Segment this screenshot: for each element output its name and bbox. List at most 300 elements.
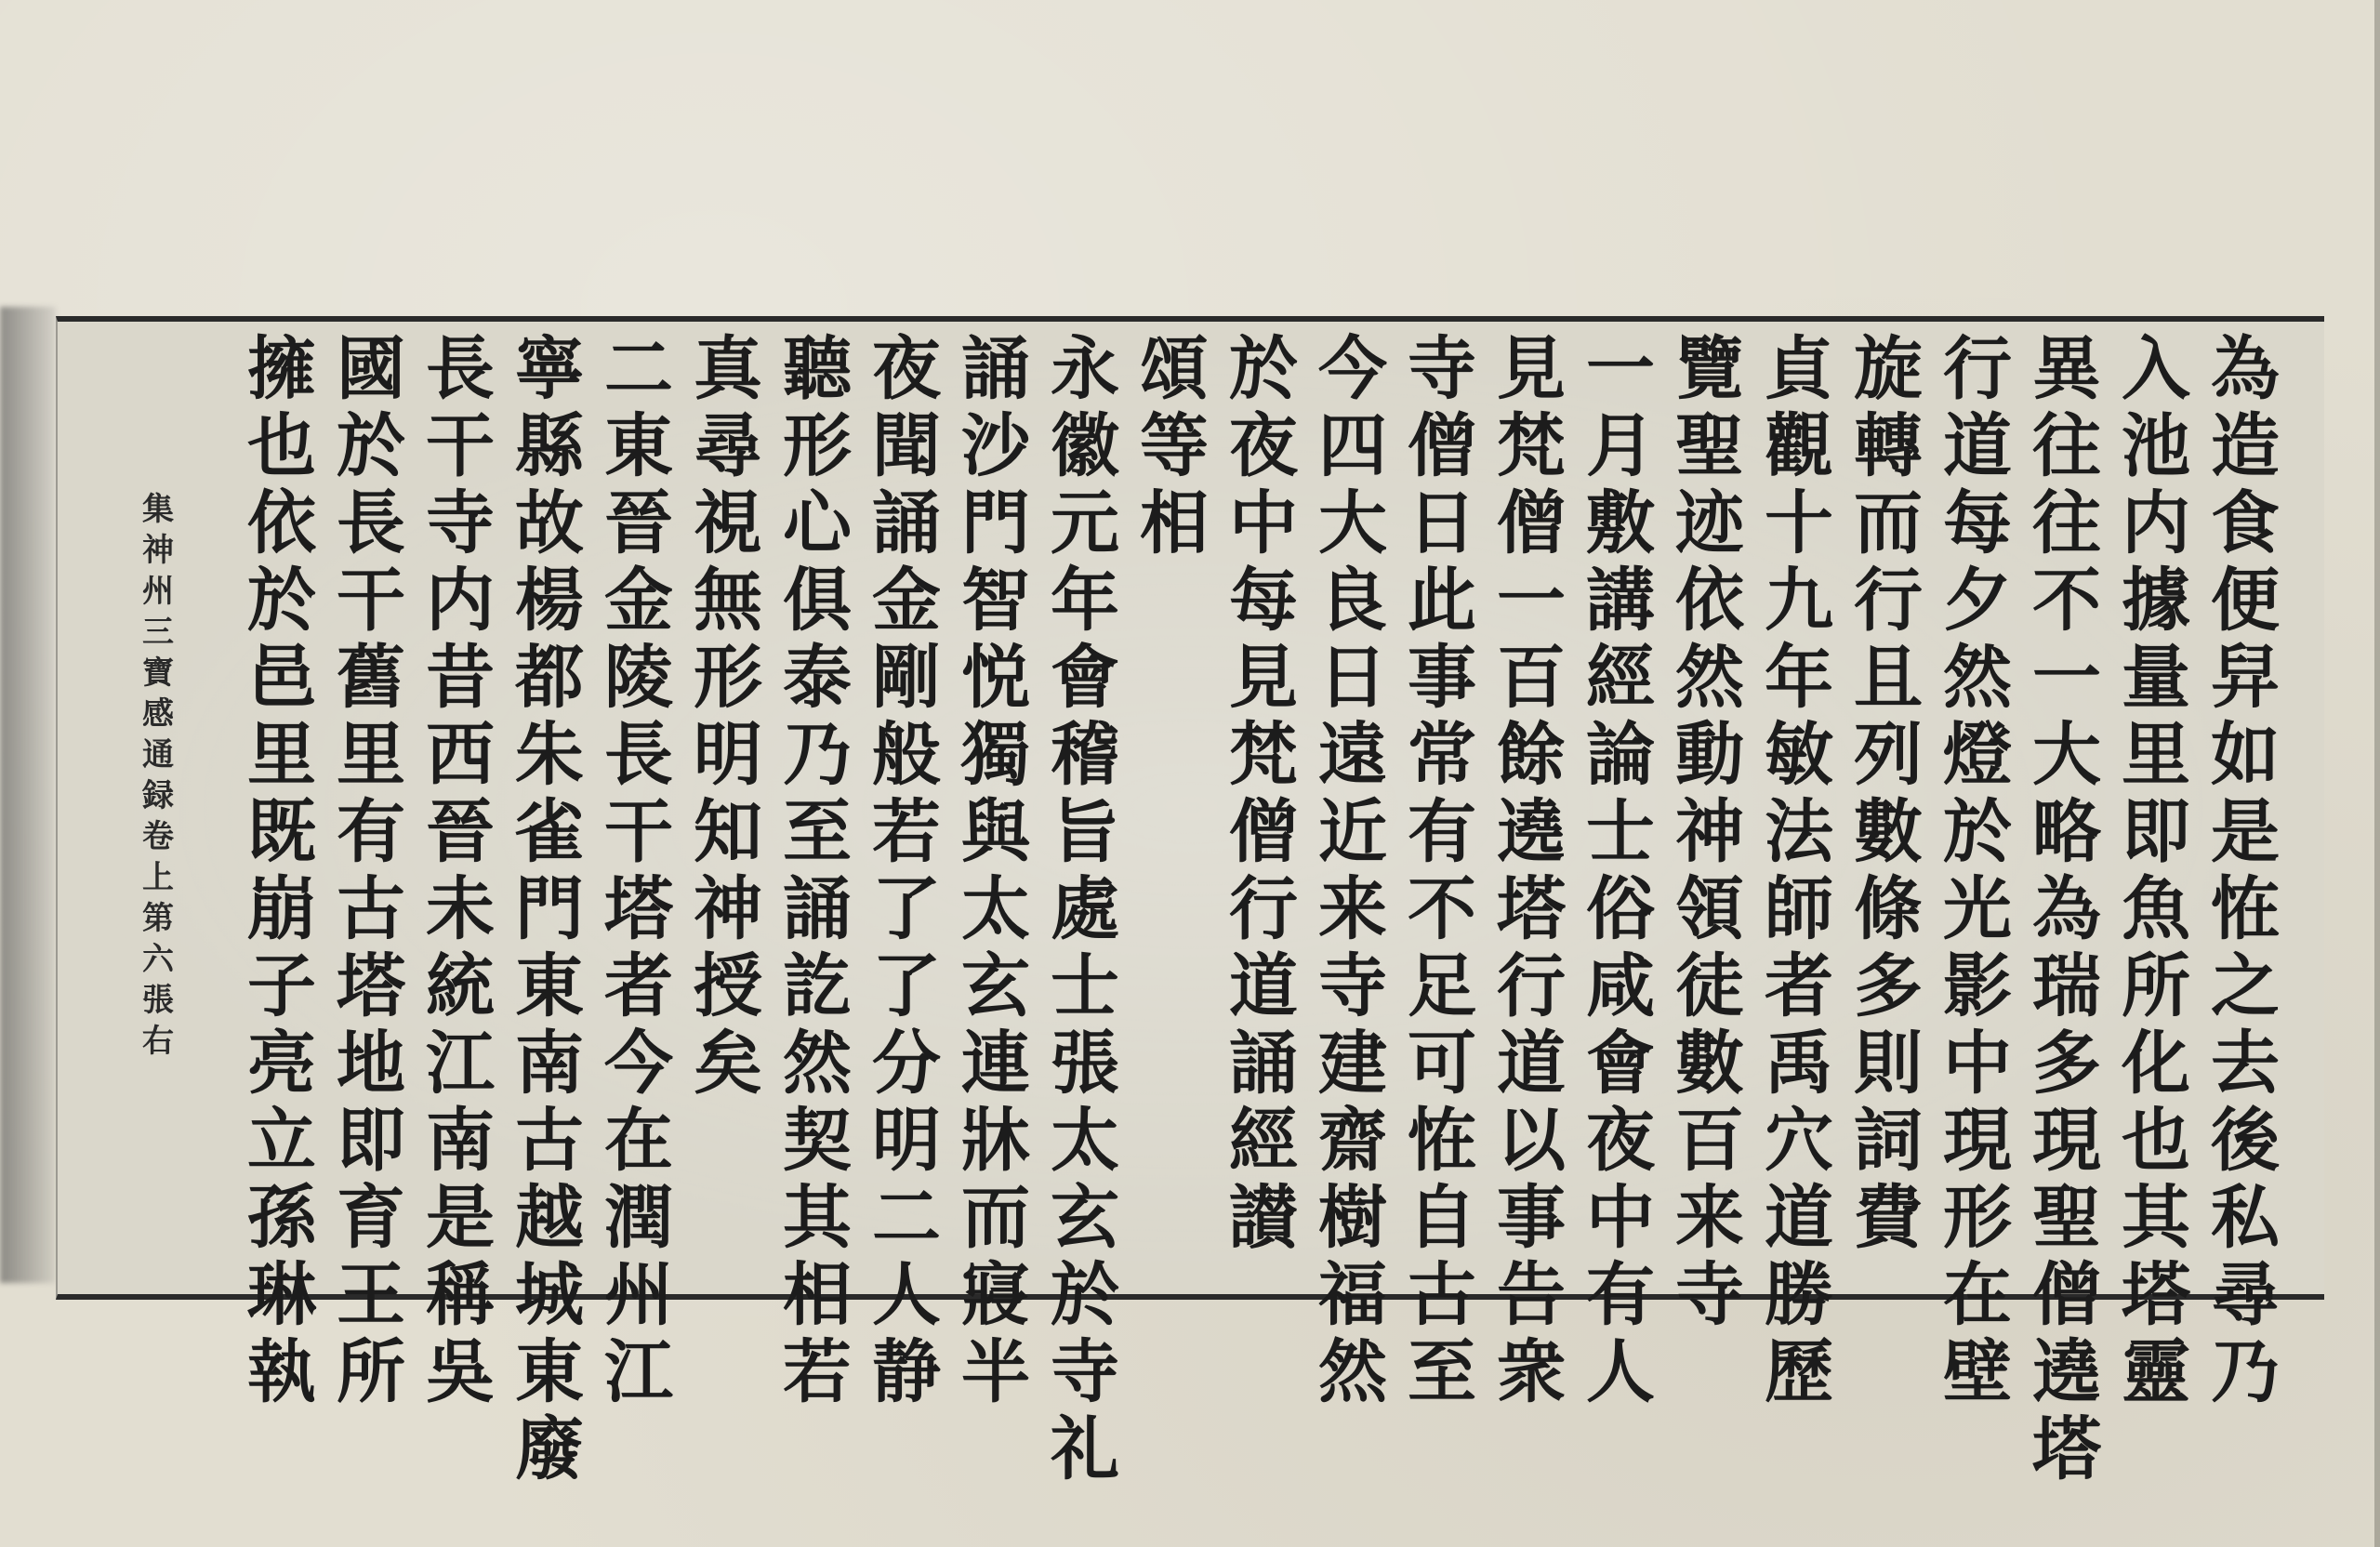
glyph: 敷 [1586,483,1655,563]
glyph: 般 [872,715,941,795]
text-columns [58,322,2324,1489]
glyph: 夜 [1586,1101,1655,1181]
glyph: 玄 [1051,1178,1119,1258]
glyph: 一 [1586,329,1655,409]
glyph: 私 [2211,1178,2280,1258]
glyph: 數 [1854,792,1923,872]
glyph: 影 [1943,946,2012,1026]
glyph: 門 [515,869,584,949]
text-column [866,322,946,1412]
glyph: 事 [1497,1178,1566,1258]
glyph: 里 [337,715,405,795]
glyph: 礼 [1051,1409,1119,1489]
glyph: 内 [426,561,495,641]
glyph: 門 [961,483,1030,563]
glyph: 列 [1854,715,1923,795]
glyph: 楊 [515,561,584,641]
glyph: 多 [1854,946,1923,1026]
glyph: 咸 [1586,946,1655,1026]
glyph: 了 [872,869,941,949]
glyph: 貞 [1765,329,1833,409]
glyph: 處 [1051,869,1119,949]
glyph: 法 [1765,792,1833,872]
glyph: 後 [2211,1101,2280,1181]
glyph: 而 [1854,483,1923,563]
glyph: 恠 [1408,1101,1476,1181]
glyph: 師 [1765,869,1833,949]
glyph: 夕 [1943,561,2012,641]
glyph: 經 [1229,1101,1298,1181]
glyph: 内 [2122,483,2190,563]
glyph: 古 [515,1101,584,1181]
glyph: 崩 [247,869,316,949]
glyph: 舊 [337,638,405,718]
glyph: 有 [337,792,405,872]
glyph: 分 [872,1024,941,1104]
glyph: 誦 [872,483,941,563]
glyph: 者 [1765,946,1833,1026]
glyph: 西 [426,715,495,795]
glyph: 不 [1408,869,1476,949]
glyph: 且 [1854,638,1923,718]
glyph: 遠 [1318,715,1387,795]
margin-glyph: 寶 [142,654,174,692]
ink-smudge [0,307,56,1283]
glyph: 百 [1675,1101,1744,1181]
glyph: 古 [337,869,405,949]
glyph: 寺 [1675,1255,1744,1335]
text-column [777,322,857,1412]
margin-glyph: 通 [142,736,174,774]
margin-glyph: 集 [142,491,174,528]
margin-glyph: 卷 [142,818,174,855]
glyph: 梵 [1229,715,1298,795]
text-column [688,322,768,1303]
glyph: 未 [426,869,495,949]
glyph: 覽 [1675,329,1744,409]
glyph: 南 [515,1024,584,1104]
glyph: 来 [1675,1178,1744,1258]
glyph: 元 [1051,483,1119,563]
glyph: 食 [2211,483,2280,563]
glyph: 聽 [783,329,852,409]
glyph: 見 [1229,638,1298,718]
glyph: 自 [1408,1178,1476,1258]
glyph: 為 [2211,329,2280,409]
glyph: 旋 [1854,329,1923,409]
glyph: 年 [1765,638,1833,718]
glyph: 潤 [604,1178,673,1258]
glyph: 獨 [961,715,1030,795]
glyph: 會 [1586,1024,1655,1104]
glyph: 等 [1140,406,1209,486]
glyph: 二 [872,1178,941,1258]
glyph: 動 [1675,715,1744,795]
glyph: 便 [2211,561,2280,641]
glyph: 若 [783,1332,852,1412]
glyph: 稽 [1051,715,1119,795]
glyph: 年 [1051,561,1119,641]
margin-glyph: 上 [142,859,174,896]
glyph: 歷 [1765,1332,1833,1412]
glyph: 塔 [2122,1255,2190,1335]
glyph: 事 [1408,638,1476,718]
glyph: 士 [1586,792,1655,872]
text-column [599,322,679,1412]
glyph: 詞 [1854,1101,1923,1181]
glyph: 俗 [1586,869,1655,949]
text-column [1580,322,1660,1412]
glyph: 舁 [2211,638,2280,718]
glyph: 王 [337,1255,405,1335]
glyph: 行 [1497,946,1566,1026]
glyph: 常 [1408,715,1476,795]
glyph: 心 [783,483,852,563]
glyph: 乃 [783,715,852,795]
glyph: 長 [604,715,673,795]
glyph: 人 [872,1255,941,1335]
glyph: 轉 [1854,406,1923,486]
text-column [1134,322,1214,1303]
glyph: 人 [1586,1332,1655,1412]
glyph: 見 [1497,329,1566,409]
glyph: 里 [2122,715,2190,795]
glyph: 江 [604,1332,673,1412]
margin-glyph: 州 [142,573,174,610]
glyph: 今 [604,1024,673,1104]
glyph: 晉 [426,792,495,872]
glyph: 夜 [1229,406,1298,486]
glyph: 神 [1675,792,1744,872]
glyph: 沙 [961,406,1030,486]
glyph: 二 [604,329,673,409]
text-column [2027,322,2107,1489]
glyph: 廢 [515,1409,584,1489]
glyph: 樹 [1318,1178,1387,1258]
glyph: 條 [1854,869,1923,949]
glyph: 形 [783,406,852,486]
glyph: 每 [1229,561,1298,641]
glyph: 百 [1497,638,1566,718]
glyph: 邑 [247,638,316,718]
glyph: 也 [247,406,316,486]
glyph: 中 [1943,1024,2012,1104]
glyph: 一 [2032,638,2101,718]
glyph: 東 [515,946,584,1026]
glyph: 造 [2211,406,2280,486]
glyph: 是 [426,1178,495,1258]
glyph: 長 [426,329,495,409]
glyph: 之 [2211,946,2280,1026]
glyph: 無 [694,561,762,641]
glyph: 在 [1943,1255,2012,1335]
text-column [2116,322,2196,1412]
glyph: 長 [337,483,405,563]
glyph: 俱 [783,561,852,641]
glyph: 知 [694,792,762,872]
glyph: 神 [694,869,762,949]
glyph: 寺 [1051,1332,1119,1412]
margin-glyph: 三 [142,614,174,651]
glyph: 其 [2122,1178,2190,1258]
glyph: 徽 [1051,406,1119,486]
glyph: 東 [515,1332,584,1412]
glyph: 稱 [426,1255,495,1335]
glyph: 契 [783,1101,852,1181]
text-column [1313,322,1393,1412]
glyph: 於 [1051,1255,1119,1335]
glyph: 告 [1497,1255,1566,1335]
glyph: 論 [1586,715,1655,795]
glyph: 太 [1051,1101,1119,1181]
glyph: 近 [1318,792,1387,872]
glyph: 入 [2122,329,2190,409]
glyph: 者 [604,946,673,1026]
glyph: 而 [961,1178,1030,1258]
glyph: 月 [1586,406,1655,486]
glyph: 有 [1586,1255,1655,1335]
glyph: 日 [1408,483,1476,563]
glyph: 夜 [872,329,941,409]
text-column [420,322,500,1412]
glyph: 有 [1408,792,1476,872]
glyph: 牀 [961,1101,1030,1181]
glyph: 縣 [515,406,584,486]
glyph: 東 [604,406,673,486]
glyph: 寺 [1318,946,1387,1026]
glyph: 頌 [1140,329,1209,409]
text-column [1045,322,1125,1489]
glyph: 誦 [783,869,852,949]
glyph: 四 [1318,406,1387,486]
glyph: 在 [604,1101,673,1181]
glyph: 於 [1943,792,2012,872]
text-column [509,322,589,1489]
glyph: 此 [1408,561,1476,641]
glyph: 静 [872,1332,941,1412]
glyph: 悦 [961,638,1030,718]
glyph: 據 [2122,561,2190,641]
glyph: 與 [961,792,1030,872]
glyph: 行 [1943,329,2012,409]
glyph: 連 [961,1024,1030,1104]
text-column [242,322,322,1412]
glyph: 梵 [1497,406,1566,486]
glyph: 晉 [604,483,673,563]
glyph: 現 [2032,1101,2101,1181]
glyph: 所 [2122,946,2190,1026]
page-edge [2374,0,2380,1547]
glyph: 每 [1943,483,2012,563]
glyph: 聖 [2032,1178,2101,1258]
glyph: 齋 [1318,1101,1387,1181]
margin-glyph: 右 [142,1023,174,1060]
glyph: 執 [247,1332,316,1412]
glyph: 道 [1765,1178,1833,1258]
glyph: 明 [872,1101,941,1181]
glyph: 南 [426,1101,495,1181]
text-column [1937,322,2017,1412]
glyph: 昔 [426,638,495,718]
glyph: 僧 [2032,1255,2101,1335]
glyph: 勝 [1765,1255,1833,1335]
text-column [331,322,411,1412]
glyph: 至 [1408,1332,1476,1412]
glyph: 禹 [1765,1024,1833,1104]
glyph: 現 [1943,1101,2012,1181]
glyph: 今 [1318,329,1387,409]
margin-note [138,489,178,1062]
glyph: 量 [2122,638,2190,718]
glyph: 干 [604,792,673,872]
glyph: 矣 [694,1024,762,1104]
glyph: 江 [426,1024,495,1104]
glyph: 迹 [1675,483,1744,563]
glyph: 亮 [247,1024,316,1104]
text-column [1491,322,1571,1412]
glyph: 大 [1318,483,1387,563]
glyph: 朱 [515,715,584,795]
glyph: 數 [1675,1024,1744,1104]
glyph: 地 [337,1024,405,1104]
glyph: 於 [247,561,316,641]
margin-glyph: 神 [142,532,174,569]
glyph: 塔 [1497,869,1566,949]
glyph: 誦 [1229,1024,1298,1104]
glyph: 既 [247,792,316,872]
glyph: 道 [1943,406,2012,486]
glyph: 中 [1229,483,1298,563]
glyph: 魚 [2122,869,2190,949]
glyph: 即 [337,1101,405,1181]
glyph: 州 [604,1255,673,1335]
glyph: 士 [1051,946,1119,1026]
text-column [1670,322,1750,1335]
glyph: 可 [1408,1024,1476,1104]
glyph: 形 [694,638,762,718]
glyph: 一 [1497,561,1566,641]
glyph: 真 [694,329,762,409]
glyph: 大 [2032,715,2101,795]
margin-glyph: 張 [142,982,174,1019]
glyph: 即 [2122,792,2190,872]
glyph: 講 [1586,561,1655,641]
glyph: 明 [694,715,762,795]
glyph: 化 [2122,1024,2190,1104]
glyph: 育 [337,1178,405,1258]
glyph: 里 [247,715,316,795]
glyph: 建 [1318,1024,1387,1104]
glyph: 如 [2211,715,2280,795]
glyph: 國 [337,329,405,409]
glyph: 往 [2032,483,2101,563]
glyph: 然 [1318,1332,1387,1412]
glyph: 也 [2122,1101,2190,1181]
margin-glyph: 感 [142,695,174,733]
glyph: 福 [1318,1255,1387,1335]
glyph: 會 [1051,638,1119,718]
glyph: 視 [694,483,762,563]
glyph: 依 [247,483,316,563]
glyph: 相 [1140,483,1209,563]
glyph: 子 [247,946,316,1026]
glyph: 經 [1586,638,1655,718]
margin-glyph: 六 [142,941,174,978]
glyph: 統 [426,946,495,1026]
glyph: 聞 [872,406,941,486]
glyph: 剛 [872,638,941,718]
glyph: 徒 [1675,946,1744,1026]
glyph: 領 [1675,869,1744,949]
glyph: 中 [1586,1178,1655,1258]
glyph: 觀 [1765,406,1833,486]
text-column [1402,322,1482,1412]
glyph: 琳 [247,1255,316,1335]
glyph: 金 [604,561,673,641]
glyph: 永 [1051,329,1119,409]
glyph: 足 [1408,946,1476,1026]
glyph: 故 [515,483,584,563]
glyph: 衆 [1497,1332,1566,1412]
glyph: 陵 [604,638,673,718]
glyph: 都 [515,638,584,718]
glyph: 立 [247,1101,316,1181]
glyph: 干 [337,561,405,641]
glyph: 則 [1854,1024,1923,1104]
woodblock-print [56,316,2324,1489]
glyph: 其 [783,1178,852,1258]
glyph: 僧 [1229,792,1298,872]
glyph: 雀 [515,792,584,872]
glyph: 於 [1229,329,1298,409]
glyph: 費 [1854,1178,1923,1258]
glyph: 多 [2032,1024,2101,1104]
glyph: 寺 [426,483,495,563]
glyph: 壁 [1943,1332,2012,1412]
glyph: 穴 [1765,1101,1833,1181]
glyph: 恠 [2211,869,2280,949]
glyph: 旨 [1051,792,1119,872]
glyph: 張 [1051,1024,1119,1104]
glyph: 以 [1497,1101,1566,1181]
glyph: 遶 [1497,792,1566,872]
glyph: 乃 [2211,1332,2280,1412]
glyph: 金 [872,561,941,641]
glyph: 是 [2211,792,2280,872]
glyph: 来 [1318,869,1387,949]
glyph: 瑞 [2032,946,2101,1026]
glyph: 略 [2032,792,2101,872]
glyph: 半 [961,1332,1030,1412]
glyph: 日 [1318,638,1387,718]
glyph: 授 [694,946,762,1026]
glyph: 尋 [2211,1255,2280,1335]
glyph: 燈 [1943,715,2012,795]
glyph: 於 [337,406,405,486]
glyph: 異 [2032,329,2101,409]
glyph: 所 [337,1332,405,1412]
glyph: 泰 [783,638,852,718]
glyph: 靈 [2122,1332,2190,1412]
glyph: 玄 [961,946,1030,1026]
glyph: 訖 [783,946,852,1026]
glyph: 依 [1675,561,1744,641]
glyph: 古 [1408,1255,1476,1335]
glyph: 了 [872,946,941,1026]
glyph: 形 [1943,1178,2012,1258]
glyph: 若 [872,792,941,872]
glyph: 寢 [961,1255,1030,1335]
